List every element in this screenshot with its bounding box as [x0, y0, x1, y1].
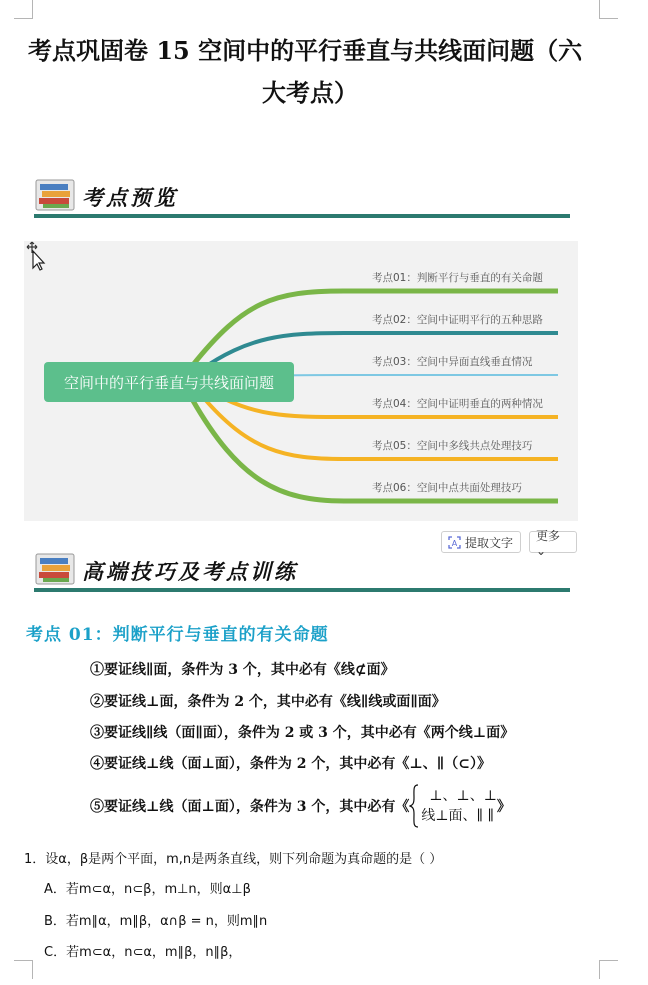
- mindmap-branch-label: 考点01：判断平行与垂直的有关命题: [372, 272, 543, 284]
- section-label: 考点预览: [82, 185, 178, 210]
- extract-text-label: 提取文字: [465, 535, 514, 550]
- books-icon: [34, 176, 78, 214]
- move-cursor-icon: [24, 241, 46, 271]
- kp1-heading: 考点 01：判断平行与垂直的有关命题: [26, 625, 329, 645]
- section-header-preview: [34, 176, 574, 222]
- more-label: 更多 ⌄: [536, 528, 561, 558]
- text-scan-icon: [448, 536, 461, 549]
- brace-bottom: 线⊥面、∥ ∥: [421, 808, 494, 824]
- svg-text:A: A: [451, 538, 458, 548]
- title-line-1: 考点巩固卷 15 空间中的平行垂直与共线面问题（六: [28, 36, 583, 65]
- page-corner-mark: [14, 0, 33, 19]
- books-icon: [34, 550, 78, 588]
- question-option: B．若m∥α，m∥β，α∩β = n，则m∥n: [44, 914, 268, 929]
- mindmap-branch-label: 考点04：空间中证明垂直的两种情况: [372, 398, 543, 410]
- mindmap-branch-label: 考点02：空间中证明平行的五种思路: [372, 314, 543, 326]
- rule-item: ①要证线∥面，条件为 3 个，其中必有《线⊄面》: [90, 662, 395, 678]
- question-option: A．若m⊂α，n⊂β，m⊥n，则α⊥β: [44, 882, 251, 897]
- brace-content: [421, 786, 497, 826]
- rule-item-5: [90, 784, 511, 828]
- rule-item: ③要证线∥线（面∥面），条件为 2 或 3 个，其中必有《两个线⊥面》: [90, 725, 515, 741]
- mindmap-root-node: 空间中的平行垂直与共线面问题: [44, 362, 294, 402]
- mindmap-branch-label: 考点06：空间中点共面处理技巧: [372, 482, 522, 494]
- mindmap-branch-label: 考点05：空间中多线共点处理技巧: [372, 440, 533, 452]
- title-line-2: 大考点）: [262, 78, 358, 107]
- brace-top: ⊥、⊥、⊥: [429, 788, 497, 804]
- question-option: C．若m⊂α，n⊂α，m∥β，n∥β，: [44, 945, 242, 960]
- mindmap-branch-label: 考点03：空间中异面直线垂直情况: [372, 356, 533, 368]
- question-stem: 1．设α，β是两个平面，m,n是两条直线，则下列命题为真命题的是（ ）: [24, 852, 443, 867]
- page-corner-mark: [599, 0, 618, 19]
- rule-item: ②要证线⊥面，条件为 2 个，其中必有《线∥线或面∥面》: [90, 694, 446, 710]
- brace-icon: [409, 784, 419, 828]
- rule5-suffix: 》: [496, 799, 511, 815]
- section-rule: [34, 588, 570, 592]
- page-corner-mark: [599, 960, 618, 979]
- section-label: 高端技巧及考点训练: [82, 559, 298, 584]
- rule-item: ④要证线⊥线（面⊥面），条件为 2 个，其中必有《⊥、∥（⊂）》: [90, 756, 491, 772]
- document-title: [20, 30, 600, 114]
- mindmap-image: [24, 241, 578, 521]
- page-corner-mark: [14, 960, 33, 979]
- section-header-training: [34, 550, 574, 596]
- section-rule: [34, 214, 570, 218]
- rule5-prefix: ⑤要证线⊥线（面⊥面），条件为 3 个，其中必有《: [90, 799, 410, 815]
